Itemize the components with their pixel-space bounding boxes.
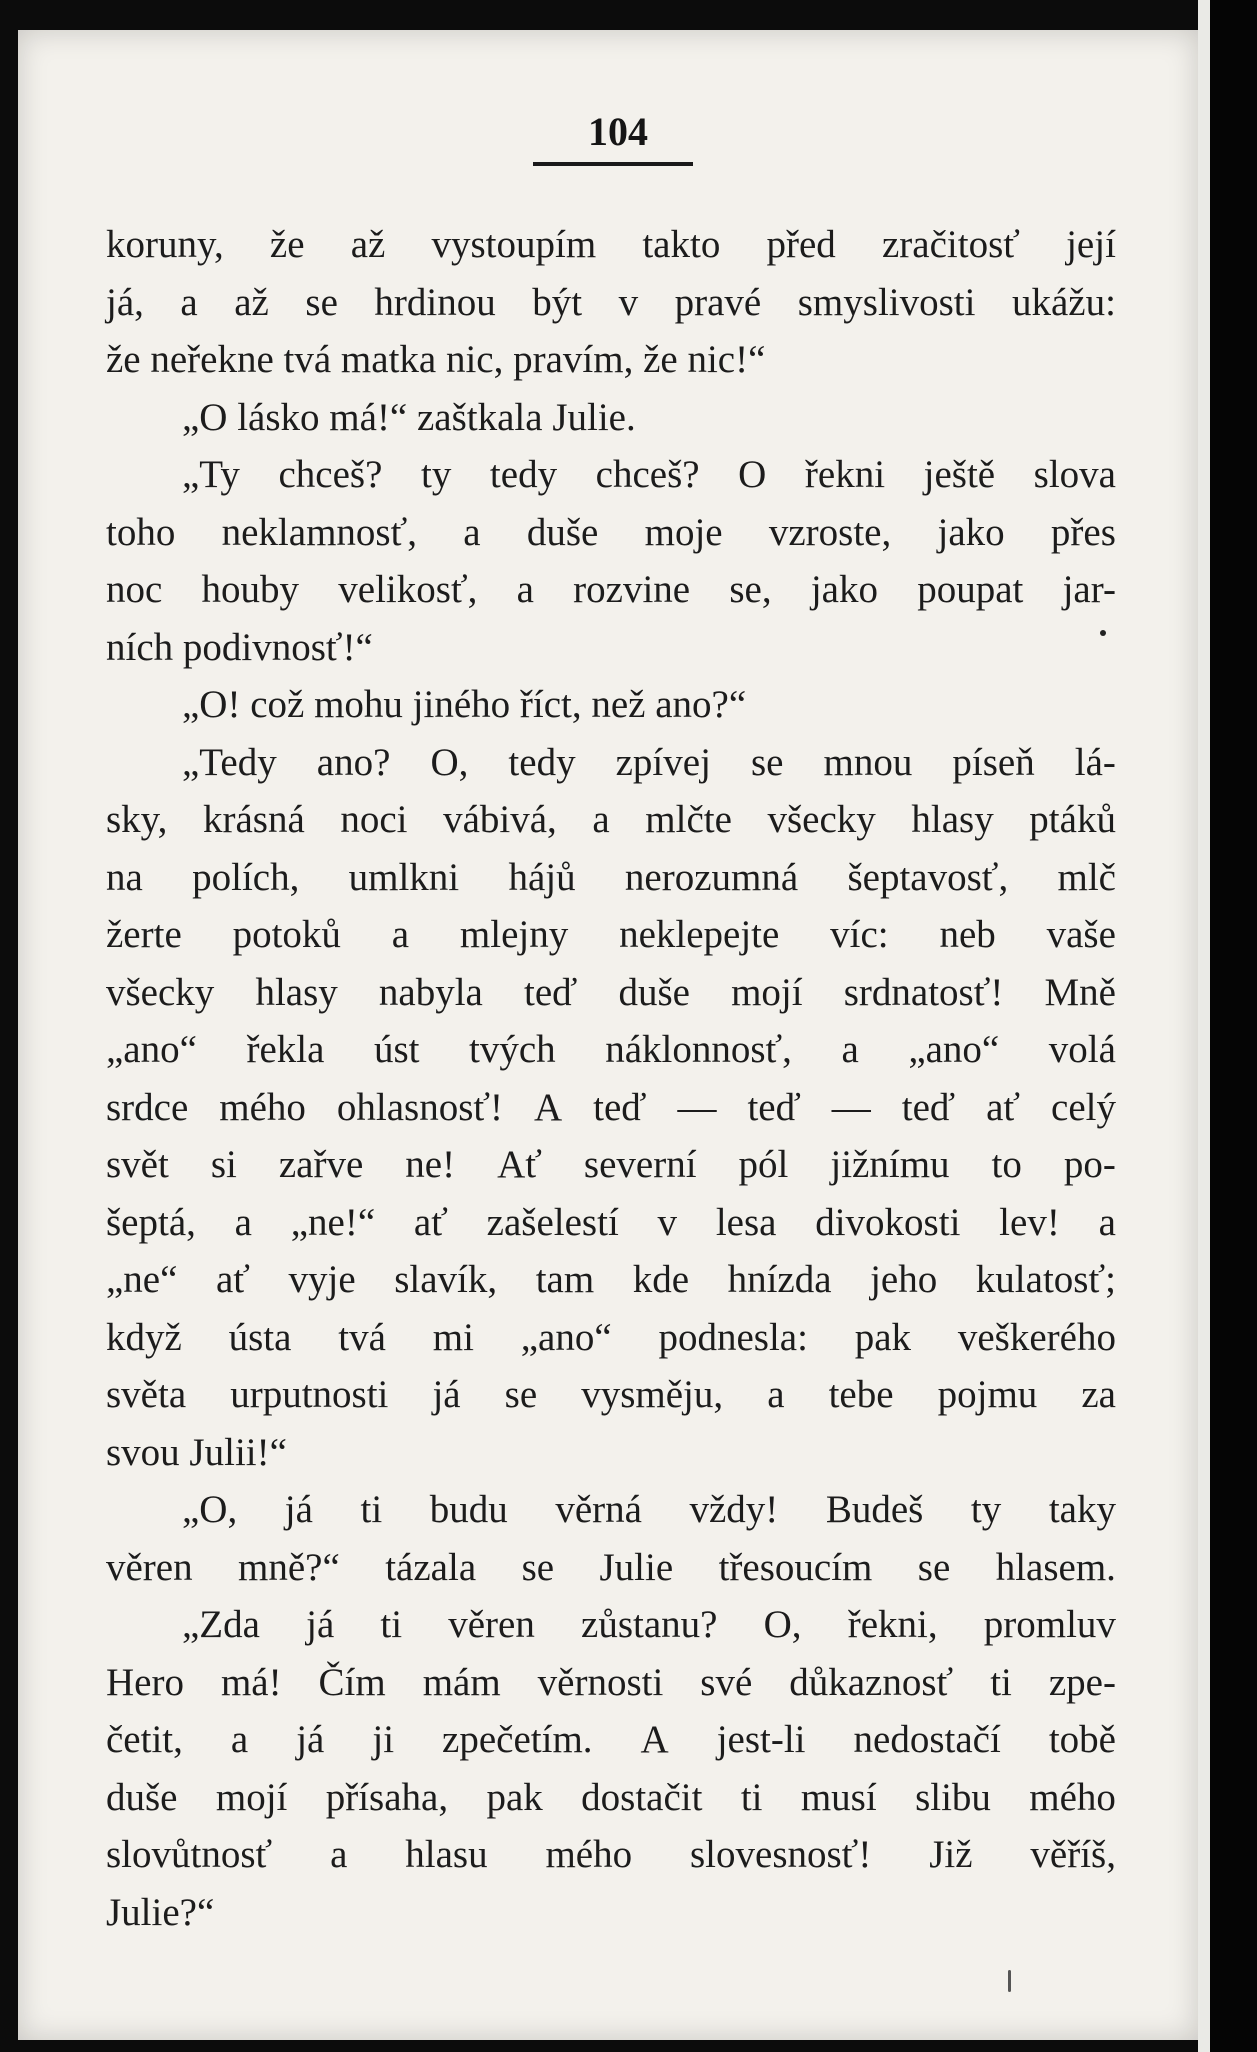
word: se (750, 740, 784, 784)
word: vyje (288, 1258, 356, 1301)
word: smyslivosti (797, 280, 976, 324)
word: „ne“ (106, 1258, 178, 1301)
text-line (106, 1194, 1116, 1252)
word: její (1066, 223, 1116, 266)
word: dostačit (581, 1775, 703, 1819)
word: neb (939, 913, 996, 956)
word: své (700, 1660, 753, 1704)
word: až (234, 280, 269, 324)
word: mého (219, 1085, 306, 1129)
word: mojí (215, 1775, 288, 1819)
word: ji (372, 1718, 395, 1761)
word: ukážu: (1011, 280, 1116, 324)
word: „Zda (182, 1603, 260, 1646)
word: hlasy (911, 798, 994, 841)
word: za (1081, 1373, 1116, 1416)
word: hnízda (727, 1258, 832, 1301)
word: O, (763, 1603, 802, 1646)
word: řekla (246, 1028, 325, 1071)
text-line (106, 1309, 1116, 1367)
word: mojí (731, 970, 803, 1014)
word: tam (535, 1258, 595, 1301)
word: velikosť, (338, 568, 478, 611)
word: umlkni (348, 855, 460, 899)
word: divokosti (815, 1200, 961, 1244)
word: celý (1051, 1085, 1116, 1129)
word: nabyla (378, 970, 483, 1014)
word: já (296, 1718, 325, 1761)
word: a (234, 1200, 252, 1244)
text-line (106, 274, 1116, 332)
page-text (106, 216, 1116, 1941)
word: vaše (1046, 913, 1116, 956)
line-text: „O lásko má!“ zaštkala Julie. (182, 395, 636, 439)
word: hrdinou (374, 280, 496, 324)
word: kde (632, 1258, 690, 1301)
line-text: Julie?“ (106, 1890, 215, 1934)
word: a (180, 280, 198, 324)
text-line (106, 791, 1116, 849)
word: tobě (1048, 1718, 1116, 1761)
text-line (106, 619, 1116, 677)
text-line (106, 1884, 1116, 1942)
word: pojmu (937, 1373, 1038, 1416)
word: slibu (915, 1775, 991, 1819)
word: srdnatosť! (843, 970, 1004, 1014)
word: píseň (952, 740, 1035, 784)
text-line (106, 1711, 1116, 1769)
word: že (269, 223, 305, 266)
word: na (106, 855, 143, 899)
word: „Ty (182, 453, 240, 496)
word: mi (432, 1315, 474, 1359)
word: vystoupím (431, 223, 597, 266)
word: jest-li (716, 1718, 806, 1761)
word: krásná (202, 798, 305, 841)
word: nerozumná (624, 855, 799, 899)
word: ano? (316, 740, 391, 784)
word: já (306, 1603, 335, 1646)
word: mně?“ (238, 1545, 340, 1589)
word: před (766, 223, 836, 266)
word: když (106, 1315, 182, 1359)
word: vždy! (689, 1488, 779, 1531)
word: jar- (1062, 568, 1116, 611)
word: ohlasnosť! (336, 1085, 504, 1129)
word: mlejny (459, 913, 569, 956)
text-line (106, 1021, 1116, 1079)
header-rule (533, 162, 693, 166)
word: věrná (555, 1488, 642, 1531)
word: severní (583, 1143, 697, 1186)
word: v (618, 280, 639, 324)
word: ti (360, 1488, 383, 1531)
word: mého (1029, 1775, 1116, 1819)
word: řekni, (847, 1603, 938, 1646)
book-page (18, 30, 1198, 2040)
word: „O, (182, 1488, 238, 1531)
word: ty (421, 453, 452, 496)
word: tvá (338, 1315, 386, 1359)
word: ti (740, 1775, 763, 1819)
text-line (106, 734, 1116, 792)
scan-border (1210, 0, 1257, 2052)
word: noc (106, 568, 163, 611)
word: věren (448, 1603, 535, 1646)
word: ústa (228, 1315, 292, 1359)
word: chceš? (595, 453, 700, 496)
word: mám (422, 1660, 501, 1704)
word: tedy (508, 740, 576, 784)
text-line (106, 1366, 1116, 1424)
page-edge (1198, 0, 1210, 2052)
text-line (106, 849, 1116, 907)
word: veškerého (957, 1315, 1116, 1359)
text-line (106, 446, 1116, 504)
word: všecky (767, 798, 876, 841)
word: duše (618, 970, 690, 1014)
word: duše (526, 510, 599, 554)
ink-speck (1100, 630, 1106, 636)
text-line (106, 1539, 1116, 1597)
word: houby (201, 568, 300, 611)
text-line (106, 1654, 1116, 1712)
word: noci (340, 798, 408, 841)
word: duše (106, 1775, 178, 1819)
word: chceš? (278, 453, 383, 496)
word: mého (545, 1833, 633, 1876)
word: tedy (489, 453, 558, 496)
word: ti (380, 1603, 403, 1646)
word: a (841, 1028, 859, 1071)
word: slavík, (394, 1258, 498, 1301)
word: přísaha, (325, 1775, 449, 1819)
word: pak (854, 1315, 912, 1359)
word: třesoucím (718, 1545, 873, 1589)
word: tvých (469, 1028, 556, 1071)
word: jižnímu (830, 1143, 950, 1186)
word: jeho (870, 1258, 938, 1301)
word: se (305, 280, 338, 324)
word: Julie (599, 1545, 674, 1589)
word: náklonnosť, (605, 1028, 792, 1071)
word: já (432, 1373, 461, 1416)
word: být (532, 280, 583, 324)
text-line (106, 1826, 1116, 1884)
word: jako (810, 568, 878, 611)
ink-mark (1008, 1970, 1011, 1992)
word: zůstanu? (581, 1603, 718, 1646)
word: ať (413, 1200, 448, 1244)
word: — (677, 1085, 717, 1129)
word: se (917, 1545, 951, 1589)
word: moje (644, 510, 723, 554)
word: hlasu (405, 1833, 488, 1876)
text-line (106, 389, 1116, 447)
word: „Tedy (182, 740, 277, 784)
word: koruny, (106, 223, 224, 266)
word: víc: (830, 913, 889, 956)
word: šeptavosť, (847, 855, 1009, 899)
word: zračitosť (881, 223, 1020, 266)
text-line (106, 1079, 1116, 1137)
word: pak (486, 1775, 543, 1819)
word: teď (901, 1085, 956, 1129)
word: až (350, 223, 386, 266)
word: slova (1033, 453, 1116, 496)
word: A (640, 1718, 669, 1761)
word: svět (106, 1143, 169, 1186)
word: Hero (106, 1660, 184, 1704)
word: lesa (715, 1200, 777, 1244)
word: v (657, 1200, 678, 1244)
word: tebe (828, 1373, 894, 1416)
text-line (106, 906, 1116, 964)
word: ty (970, 1488, 1002, 1531)
word: zpečetím. (442, 1718, 593, 1761)
word: lá- (1074, 740, 1116, 784)
word: O (738, 453, 767, 496)
word: tázala (385, 1545, 477, 1589)
word: ptáků (1029, 798, 1116, 841)
word: Ať (497, 1143, 542, 1186)
word: A (534, 1085, 563, 1129)
word: a (330, 1833, 348, 1876)
word: musí (800, 1775, 877, 1819)
word: zpe- (1048, 1660, 1116, 1704)
word: četit, (106, 1718, 183, 1761)
word: zpívej (615, 740, 711, 784)
word: polích, (192, 855, 300, 899)
word: takto (642, 223, 721, 266)
word: důkaznosť (789, 1660, 954, 1704)
word: se (521, 1545, 555, 1589)
word: a (463, 510, 481, 554)
word: „ne!“ (290, 1200, 376, 1244)
word: a (767, 1373, 785, 1416)
text-line (106, 1424, 1116, 1482)
word: jako (937, 510, 1005, 554)
word: mlč (1057, 855, 1116, 899)
word: šeptá, (106, 1200, 196, 1244)
text-line (106, 1481, 1116, 1539)
word: teď (593, 1085, 647, 1129)
word: a (230, 1718, 249, 1761)
text-line (106, 561, 1116, 619)
word: přes (1050, 510, 1116, 554)
text-line (106, 1769, 1116, 1827)
word: sky, (106, 798, 168, 841)
line-text: ních podivnosť!“ (106, 625, 373, 669)
word: po- (1063, 1143, 1116, 1186)
word: poupat (917, 568, 1024, 611)
word: O, (430, 740, 469, 784)
word: rozvine (573, 568, 691, 611)
word: Mně (1044, 970, 1116, 1014)
text-line (106, 676, 1116, 734)
word: Budeš (825, 1488, 924, 1531)
word: „ano“ (908, 1028, 1000, 1071)
word: se (504, 1373, 538, 1416)
word: — (831, 1085, 871, 1129)
word: teď (747, 1085, 801, 1129)
word: ne! (405, 1143, 456, 1186)
text-line (106, 331, 1116, 389)
word: věren (106, 1545, 193, 1589)
line-text: že neřekne tvá matka nic, pravím, že nic!“ (106, 338, 766, 381)
word: se, (729, 568, 772, 611)
word: hájů (508, 855, 576, 899)
word: taky (1048, 1488, 1116, 1531)
word: Již (929, 1833, 973, 1876)
text-line (106, 1136, 1116, 1194)
word: má! (220, 1660, 282, 1704)
word: mnou (823, 740, 913, 784)
word: potoků (232, 913, 341, 956)
word: podnesla: (658, 1315, 808, 1359)
word: zařve (278, 1143, 364, 1186)
word: pravé (674, 280, 762, 324)
word: ať (215, 1258, 250, 1301)
word: zašelestí (486, 1200, 619, 1244)
word: světa (106, 1373, 187, 1416)
word: žerte (106, 913, 182, 956)
word: vysměju, (581, 1373, 724, 1416)
word: ještě (923, 453, 996, 496)
word: nedostačí (853, 1718, 1001, 1761)
line-text: svou Julii!“ (106, 1430, 287, 1474)
word: neklepejte (619, 913, 780, 956)
word: lev! (999, 1200, 1060, 1244)
word: slovesnosť! (690, 1833, 872, 1876)
word: já (284, 1488, 313, 1531)
word: a (1098, 1200, 1116, 1244)
word: a (516, 568, 534, 611)
text-line (106, 504, 1116, 562)
word: slovůtnosť (106, 1833, 273, 1876)
word: všecky (106, 970, 215, 1014)
word: kulatosť; (975, 1258, 1116, 1301)
word: věříš, (1030, 1833, 1116, 1876)
word: hlasy (255, 970, 338, 1014)
word: úst (373, 1028, 420, 1071)
word: „ano“ (520, 1315, 612, 1359)
word: já, (106, 280, 144, 324)
word: a (592, 798, 610, 841)
word: neklamnosť, (221, 510, 417, 554)
word: vábivá, (443, 798, 557, 841)
word: „ano“ (106, 1028, 197, 1071)
word: teď (523, 970, 578, 1014)
word: vzroste, (768, 510, 892, 554)
word: volá (1048, 1028, 1116, 1071)
word: budu (429, 1488, 508, 1531)
word: urputnosti (230, 1373, 389, 1416)
word: pól (738, 1143, 789, 1186)
word: hlasem. (995, 1545, 1116, 1589)
word: srdce (106, 1085, 189, 1129)
text-line (106, 964, 1116, 1022)
text-line (106, 216, 1116, 274)
text-line (106, 1251, 1116, 1309)
word: promluv (983, 1603, 1116, 1646)
word: věrnosti (537, 1660, 664, 1704)
word: ti (990, 1660, 1012, 1704)
word: to (991, 1143, 1022, 1186)
word: a (391, 913, 410, 956)
word: řekni (804, 453, 886, 496)
word: Čím (318, 1660, 386, 1704)
word: ať (986, 1085, 1021, 1129)
line-text: „O! což mohu jiného říct, než ano?“ (182, 683, 747, 726)
word: si (210, 1143, 237, 1186)
page-number: 104 (588, 109, 648, 154)
word: toho (106, 510, 176, 554)
word: mlčte (645, 798, 732, 841)
text-line (106, 1596, 1116, 1654)
